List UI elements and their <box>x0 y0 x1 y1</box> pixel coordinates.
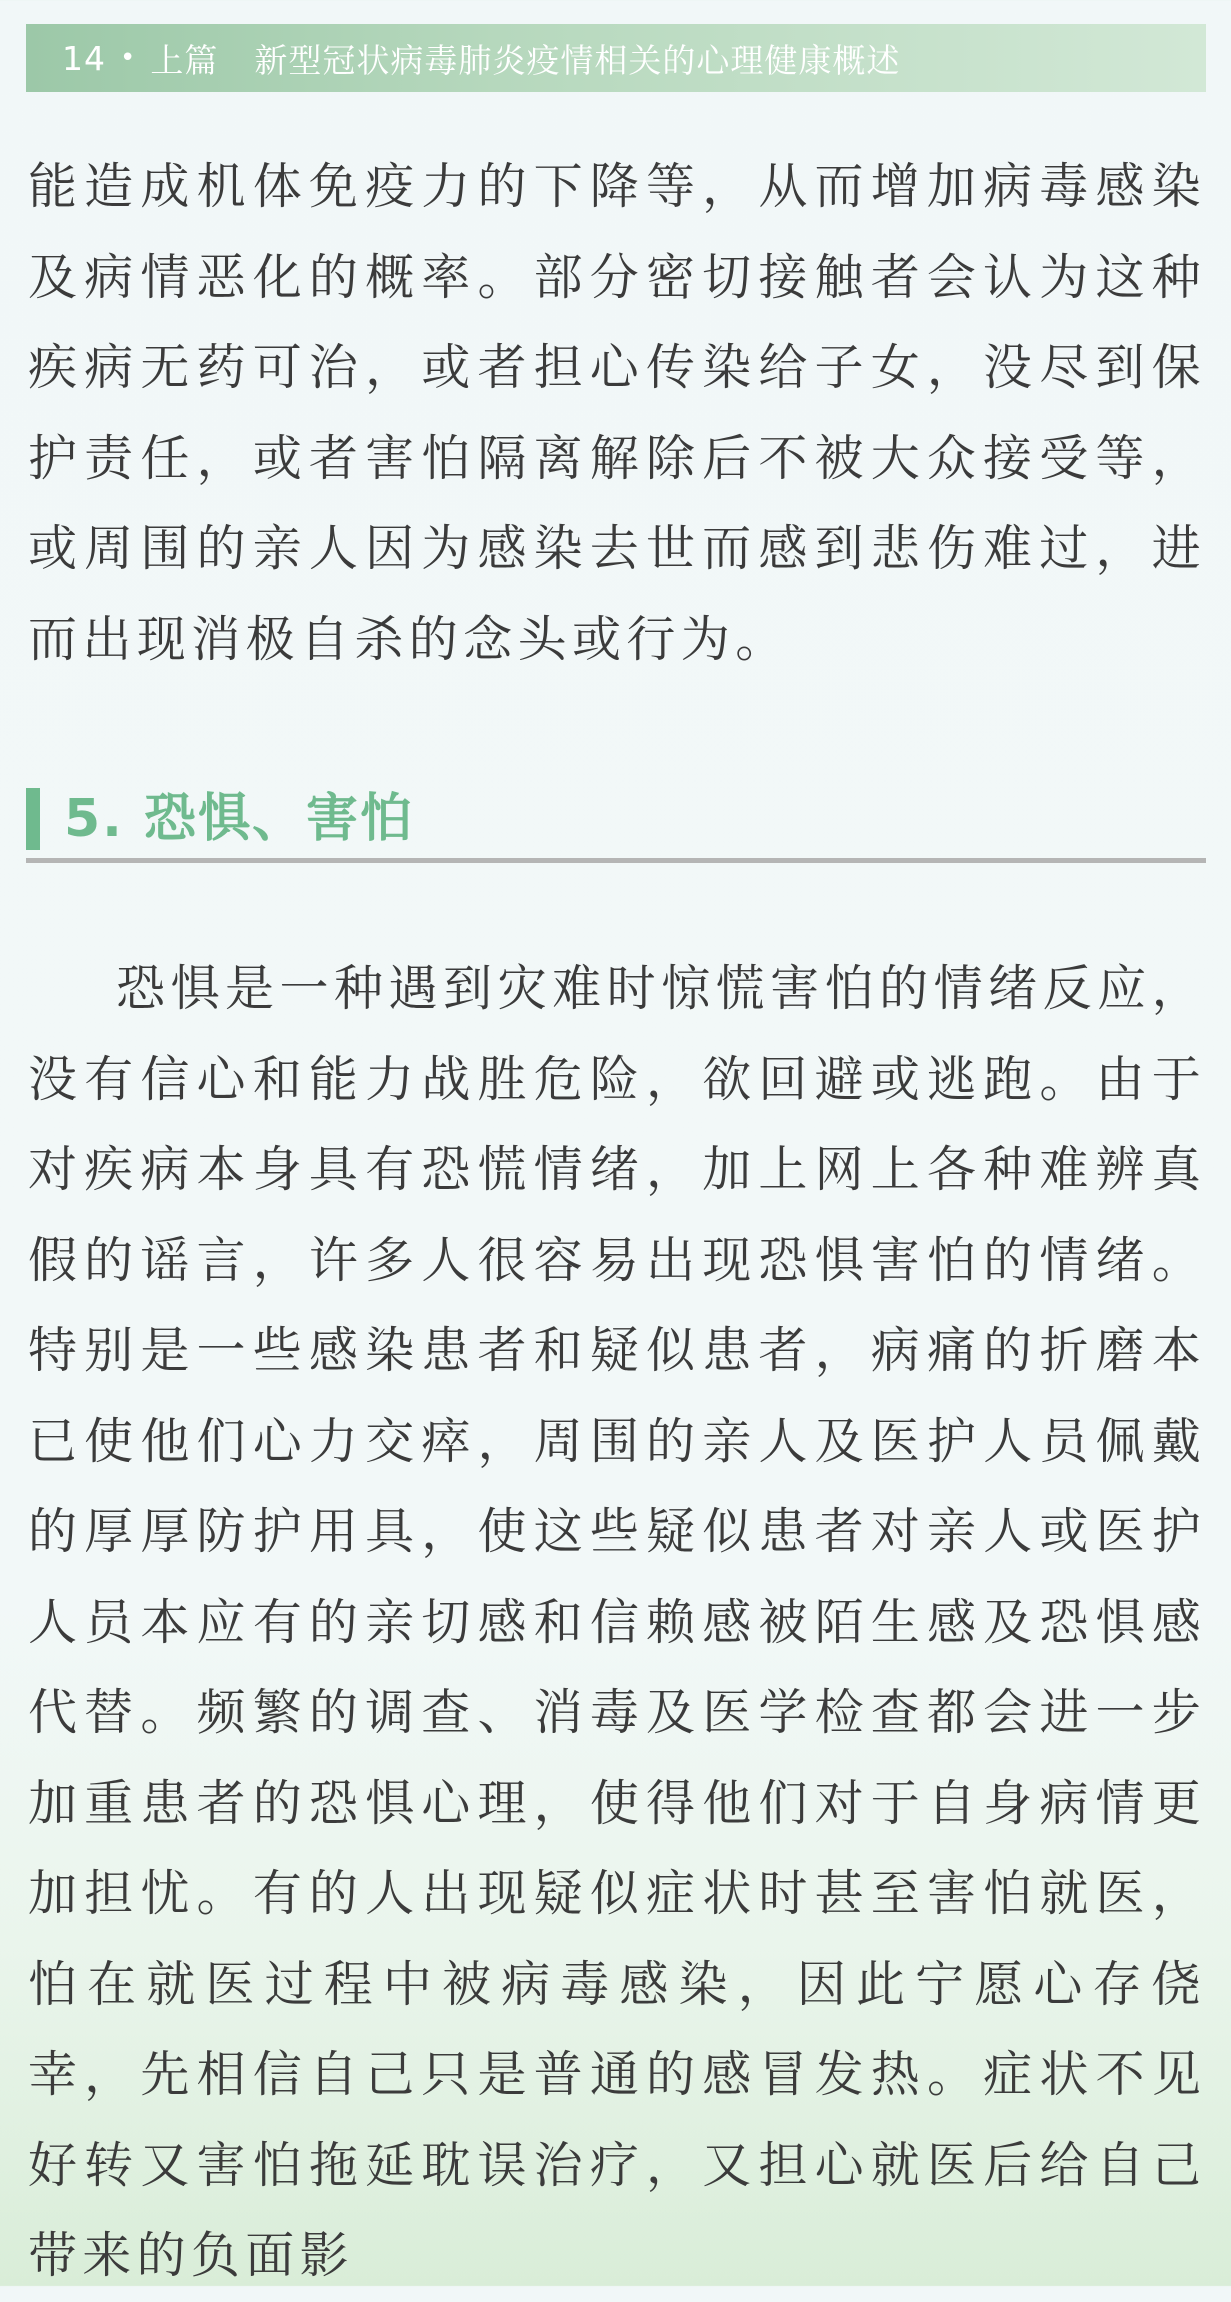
header-part: 上篇 <box>150 40 219 80</box>
body-paragraph-1: 能造成机体免疫力的下降等，从而增加病毒感染及病情恶化的概率。部分密切接触者会认为这种疾病无药可治，或者担心传染给子女，没尽到保护责任，或者害怕隔离解除后不被大众接受等，或周围的亲人因为感染去世而感到悲伤难过，进而出现消极自杀的念头或行为。 <box>28 158 1206 668</box>
body-paragraph-2: 恐惧是一种遇到灾难时惊慌害怕的情绪反应，没有信心和能力战胜危险，欲回避或逃跑。由于对疾病本身具有恐慌情绪，加上网上各种难辨真假的谣言，许多人很容易出现恐惧害怕的情绪。特别是一些感染患者和疑似患者，病痛的折磨本已使他们心力交瘁，周围的亲人及医护人员佩戴的厚厚防护用具，使这些疑似患者对亲人或医护人员本应有的亲切感和信赖感被陌生感及恐惧感代替。频繁的调查、消毒及医学检查都会进一步加重患者的恐惧心理，使得他们对于自身病情更加担忧。有的人出现疑似症状时甚至害怕就医，怕在就医过程中被病毒感染，因此宁愿心存侥幸，先相信自己只是普通的感冒发热。症状不见好转又害怕拖延耽误治疗，又担心就医后给自己带来的负面影 <box>28 960 1206 2284</box>
section-title: 5. 恐惧、害怕 <box>64 789 415 849</box>
header-chapter-title: 新型冠状病毒肺炎疫情相关的心理健康概述 <box>254 40 901 80</box>
section-underline <box>26 858 1206 863</box>
section-heading <box>26 784 1206 864</box>
running-header <box>26 24 1206 92</box>
page-number: 14 <box>62 38 106 78</box>
header-bullet: • <box>120 43 137 73</box>
section-marker-bar <box>26 788 40 850</box>
